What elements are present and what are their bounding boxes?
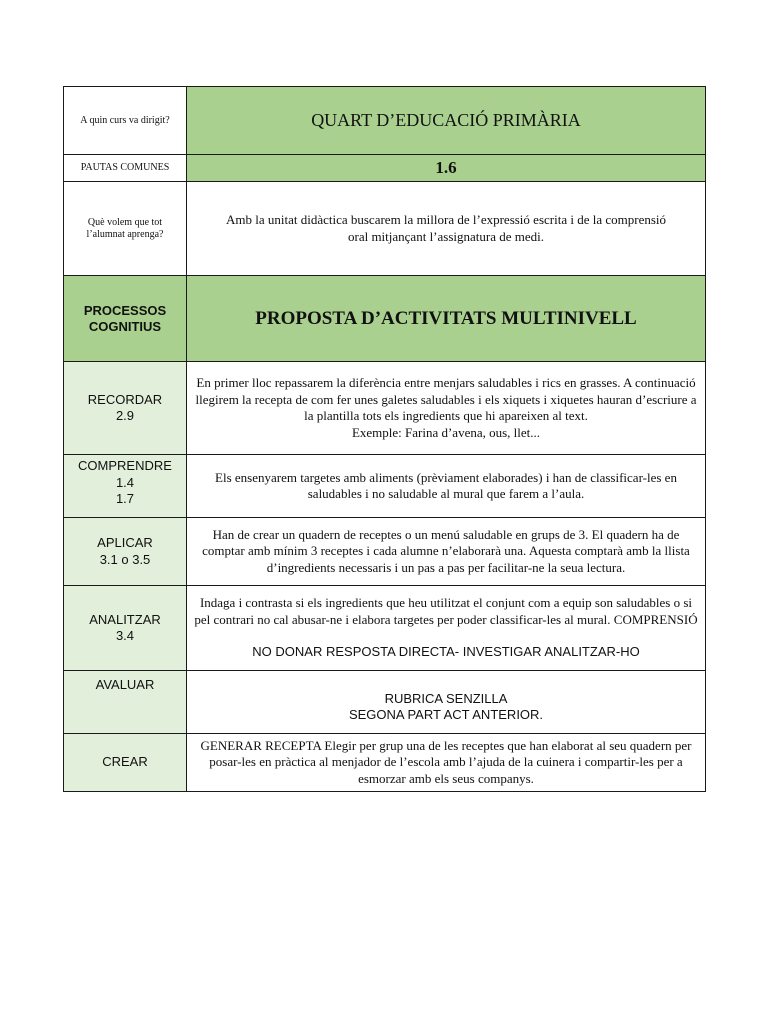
activity-text: RUBRICA SENZILLA: [384, 690, 508, 706]
process-name: RECORDAR: [87, 391, 163, 407]
process-name: COMPRENDRE: [78, 458, 172, 473]
process-code: 1.7: [115, 491, 135, 506]
activity-cell: [187, 586, 706, 671]
process-cell: [64, 455, 187, 518]
activity-cell: GENERAR RECEPTA Elegir per grup una de les receptes que han elaborat al seu quadern per posar-les en pràctica al menjador de l’escola amb l’ajuda de la cuinera i compartir-les per a esmorzar amb els seus companys.: [187, 734, 706, 792]
activities-header: PROPOSTA D’ACTIVITATS MULTINIVELL: [187, 276, 706, 362]
row-analitzar: [64, 586, 706, 671]
activity-table: [63, 86, 706, 792]
goal-label: Què volem que tot l’alumnat aprenga?: [64, 182, 187, 276]
process-cell: [64, 362, 187, 455]
process-code: 3.4: [115, 628, 135, 643]
row-aplicar: [64, 518, 706, 586]
activity-text: SEGONA PART ACT ANTERIOR.: [348, 707, 544, 722]
activity-cell: [187, 671, 706, 734]
pautas-value: 1.6: [187, 155, 706, 182]
process-cell: [64, 586, 187, 671]
processes-header: PROCESSOS COGNITIUS: [64, 276, 187, 362]
process-code: 1.4: [115, 474, 135, 490]
pautas-row: [64, 155, 706, 182]
process-name: APLICAR: [97, 535, 153, 550]
row-crear: [64, 734, 706, 792]
goal-value: Amb la unitat didàctica buscarem la millora de l’expressió escrita i de la comprensió oral mitjançant l’assignatura de medi.: [187, 182, 706, 276]
process-code: 3.1 o 3.5: [99, 551, 151, 567]
course-value: QUART D’EDUCACIÓ PRIMÀRIA: [187, 87, 706, 155]
activity-note: NO DONAR RESPOSTA DIRECTA- INVESTIGAR ANALITZAR-HO: [252, 644, 640, 660]
course-label: A quin curs va dirigit?: [64, 87, 187, 155]
process-name: CREAR: [64, 734, 187, 792]
process-code: 2.9: [115, 408, 135, 423]
row-avaluar: [64, 671, 706, 734]
row-comprendre: [64, 455, 706, 518]
activity-cell: [187, 362, 706, 455]
activity-cell: Han de crear un quadern de receptes o un menú saludable en grups de 3. El quadern ha de comptar amb mínim 3 receptes i cada alumne n’elaborarà una. Aquesta comptarà amb la llista d’ingredients necessaris i un pas a pas per facilitar-ne la seua lectura.: [187, 518, 706, 586]
goal-row: [64, 182, 706, 276]
activity-text: En primer lloc repassarem la diferència entre menjars saludables i rics en grasses. A continuació llegirem la recepta de com fer unes galetes saludables i els xiquets i xiquetes hauran d’escriure a la plantilla tots els ingredients que hi apareixen al text.: [195, 375, 697, 423]
activity-text: Indaga i contrasta si els ingredients que heu utilitzat el conjunt com a equip son saludables o si pel contrari no cal abusar-ne i elabora targetes per poder classificar-les al mural. COMPRENSIÓ: [194, 595, 698, 627]
header-row: [64, 276, 706, 362]
activity-cell: Els ensenyarem targetes amb aliments (prèviament elaborades) i han de classificar-les en saludables i no saludable al mural que farem a l’aula.: [187, 455, 706, 518]
course-row: [64, 87, 706, 155]
process-name: AVALUAR: [64, 671, 187, 734]
pautas-label: PAUTAS COMUNES: [64, 155, 187, 182]
process-name: ANALITZAR: [89, 611, 161, 627]
activity-example: Exemple: Farina d’avena, ous, llet...: [351, 424, 541, 440]
row-recordar: [64, 362, 706, 455]
process-cell: [64, 518, 187, 586]
